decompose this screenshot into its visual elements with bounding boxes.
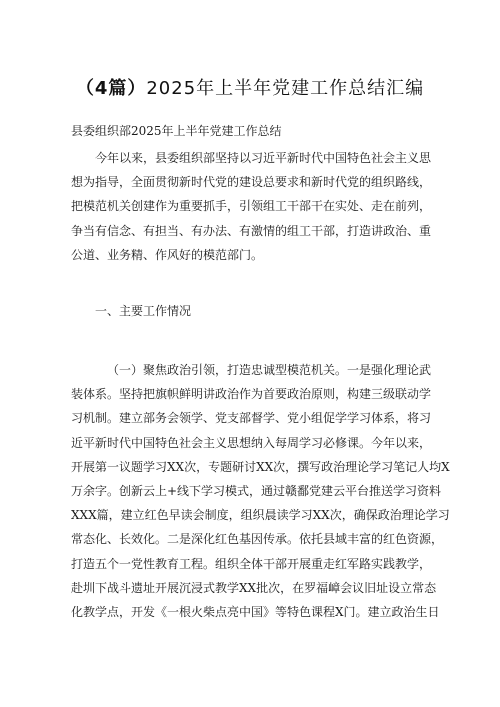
text-line: 万余字。创新云上+线下学习模式，通过赣鄱党建云平台推送学习资料: [71, 483, 442, 498]
text-line: 想为指导，全面贯彻新时代党的建设总要求和新时代党的组织路线，: [71, 175, 432, 190]
text-line: 化教学点，开发《一根火柴点亮中国》等特色课程X门。建立政治生日: [71, 604, 440, 619]
text-line: 公道、业务精、作风好的模范部门。: [71, 247, 264, 262]
intro-paragraph: [71, 146, 441, 267]
document-title: [0, 74, 500, 100]
text-line: 装体系。坚持把旗帜鲜明讲政治作为首要政治原则，构建三级联动学: [71, 387, 432, 402]
text-line: （一）聚焦政治引领，打造忠诚型模范机关。一是强化理论武: [107, 363, 432, 377]
text-line: 赴圳下战斗遗址开展沉浸式教学XX批次，在罗福嶂会议旧址设立常态: [71, 580, 437, 595]
text-line: 打造五个一党性教育工程。组织全体干部开展重走红军路实践教学，: [71, 556, 432, 571]
document-subtitle: 县委组织部2025年上半年党建工作总结: [71, 124, 282, 138]
text-line: XXX篇，建立红色早读会制度，组织晨读学习XX次，确保政治理论学习: [71, 508, 450, 523]
title-main: 2025年上半年党建工作总结汇编: [146, 78, 425, 99]
text-line: 开展第一议题学习XX次，专题研讨XX次，撰写政治理论学习笔记人均X: [71, 459, 450, 474]
text-line: 常态化、长效化。二是深化红色基因传承。依托县域丰富的红色资源，: [71, 532, 444, 547]
title-prefix: （4篇）: [75, 78, 147, 99]
body-paragraph: [71, 358, 450, 624]
text-line: 把模范机关创建作为重要抓手，引领组工干部干在实处、走在前列，: [71, 199, 432, 214]
section-heading: 一、主要工作情况: [95, 304, 192, 318]
text-line: 争当有信念、有担当、有办法、有激情的组工干部，打造讲政治、重: [71, 223, 432, 238]
text-line: 习机制。建立部务会领学、党支部督学、党小组促学学习体系，将习: [71, 411, 432, 426]
text-line: 近平新时代中国特色社会主义思想纳入每周学习必修课。今年以来，: [71, 435, 432, 450]
text-line: 今年以来，县委组织部坚持以习近平新时代中国特色社会主义思: [95, 151, 432, 165]
